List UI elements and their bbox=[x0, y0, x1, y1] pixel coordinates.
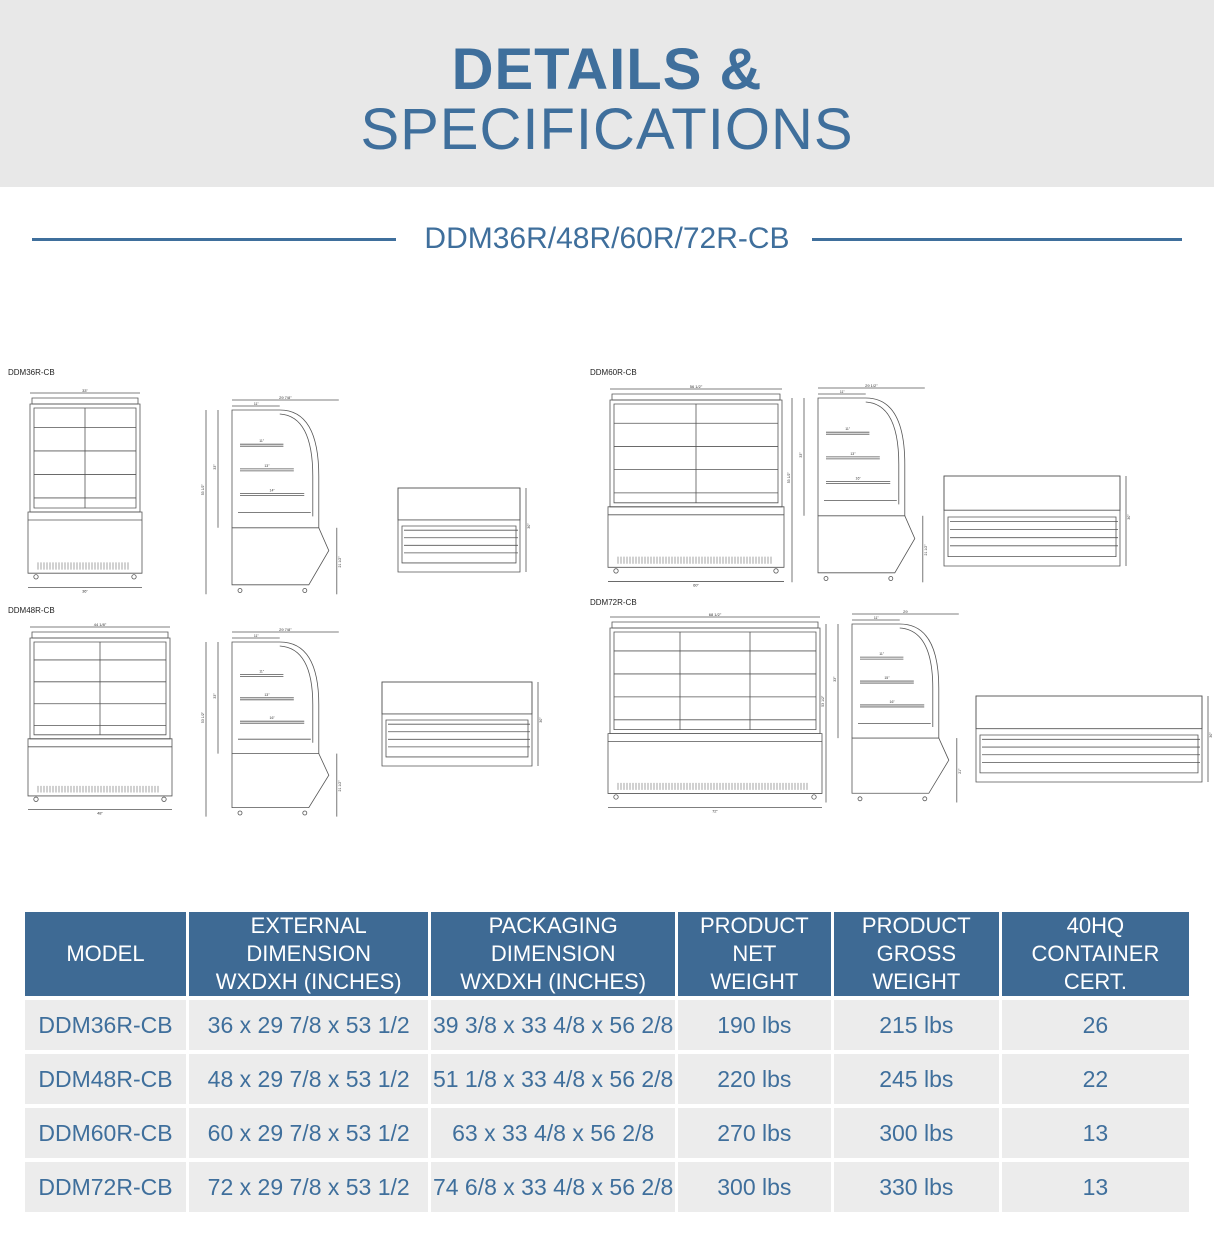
dimension-label: 60" bbox=[693, 582, 699, 588]
svg-text:30": 30" bbox=[1209, 732, 1213, 738]
column-header bbox=[189, 912, 428, 996]
table-cell: DDM60R-CB bbox=[25, 1108, 186, 1158]
dimension-label: 13" bbox=[264, 463, 270, 468]
svg-text:21": 21" bbox=[957, 768, 962, 774]
svg-text:33": 33" bbox=[833, 676, 837, 682]
table-cell: 245 lbs bbox=[834, 1054, 999, 1104]
svg-text:53 1/2": 53 1/2" bbox=[201, 712, 205, 724]
rear-view-60 bbox=[940, 472, 1130, 568]
column-header-line2: WXDXH (INCHES) bbox=[215, 969, 402, 994]
table-cell: 36 x 29 7/8 x 53 1/2 bbox=[189, 1000, 428, 1050]
svg-text:53 1/2": 53 1/2" bbox=[821, 695, 825, 707]
page-title-line1: DETAILS & bbox=[451, 37, 763, 102]
svg-text:53 1/2": 53 1/2" bbox=[787, 472, 791, 484]
dimension-label: 16" bbox=[889, 699, 895, 704]
dimension-label: 29 7/8" bbox=[279, 627, 292, 632]
dimension-label: 33" bbox=[82, 388, 88, 393]
table-cell: 13 bbox=[1002, 1162, 1189, 1212]
svg-text:21 1/2": 21 1/2" bbox=[337, 556, 342, 568]
column-header bbox=[834, 912, 999, 996]
svg-text:33": 33" bbox=[213, 693, 217, 699]
table-cell: 13 bbox=[1002, 1108, 1189, 1158]
technical-drawings bbox=[0, 360, 1214, 820]
table-cell: 300 lbs bbox=[678, 1162, 831, 1212]
column-header-line1: 40HQ bbox=[1066, 913, 1125, 938]
column-header-line1: PRODUCT bbox=[861, 913, 971, 938]
table-row bbox=[25, 1054, 1189, 1104]
front-view-48 bbox=[20, 622, 170, 816]
dimension-label: 44 1/8" bbox=[93, 622, 107, 627]
dimension-label: 36" bbox=[82, 588, 88, 594]
column-header-line2: CONTAINER CERT. bbox=[1031, 941, 1160, 994]
dimension-label: 13" bbox=[264, 692, 270, 697]
dimension-label: 68 1/2" bbox=[708, 612, 722, 617]
dimension-label: 11" bbox=[873, 616, 879, 620]
table-row bbox=[25, 1162, 1189, 1212]
svg-text:33": 33" bbox=[799, 452, 803, 458]
svg-text:30": 30" bbox=[539, 717, 543, 723]
table-cell: 39 3/8 x 33 4/8 x 56 2/8 bbox=[431, 1000, 674, 1050]
table-cell: 74 6/8 x 33 4/8 x 56 2/8 bbox=[431, 1162, 674, 1212]
table-cell: DDM48R-CB bbox=[25, 1054, 186, 1104]
dimension-label: 11" bbox=[259, 439, 265, 444]
table-cell: 190 lbs bbox=[678, 1000, 831, 1050]
rear-view-48 bbox=[378, 678, 543, 768]
table-cell: 51 1/8 x 33 4/8 x 56 2/8 bbox=[431, 1054, 674, 1104]
dimension-label: 16" bbox=[269, 716, 275, 721]
svg-text:21 1/2": 21 1/2" bbox=[923, 544, 928, 556]
column-header-line1: MODEL bbox=[66, 941, 145, 966]
column-header bbox=[678, 912, 831, 996]
column-header bbox=[25, 912, 186, 996]
spec-table bbox=[22, 908, 1192, 1216]
table-cell: 22 bbox=[1002, 1054, 1189, 1104]
side-view-60 bbox=[786, 384, 926, 584]
column-header bbox=[1002, 912, 1189, 996]
dimension-label: 13" bbox=[850, 451, 856, 456]
svg-text:53 1/2": 53 1/2" bbox=[201, 484, 205, 496]
svg-text:30": 30" bbox=[527, 523, 531, 529]
table-header-row bbox=[25, 912, 1189, 996]
table-cell: 72 x 29 7/8 x 53 1/2 bbox=[189, 1162, 428, 1212]
svg-text:21 1/2": 21 1/2" bbox=[337, 780, 342, 792]
table-cell: 48 x 29 7/8 x 53 1/2 bbox=[189, 1054, 428, 1104]
column-header bbox=[431, 912, 674, 996]
dimension-label: 15" bbox=[884, 676, 890, 681]
heading-rule-right bbox=[812, 238, 1182, 241]
svg-text:33": 33" bbox=[213, 464, 217, 470]
column-header-line1: EXTERNAL DIMENSION bbox=[246, 913, 372, 966]
side-view-72 bbox=[820, 610, 960, 800]
dimension-label: 14" bbox=[269, 488, 275, 493]
front-view-36 bbox=[20, 388, 150, 594]
svg-text:30": 30" bbox=[1127, 514, 1131, 520]
dimension-label: 11" bbox=[845, 427, 851, 432]
diagram-label-36: DDM36R-CB bbox=[8, 368, 55, 377]
diagram-label-60: DDM60R-CB bbox=[590, 368, 637, 377]
table-cell: 270 lbs bbox=[678, 1108, 831, 1158]
column-header-line2: GROSS WEIGHT bbox=[872, 941, 961, 994]
table-cell: 330 lbs bbox=[834, 1162, 999, 1212]
column-header-line1: PRODUCT NET bbox=[699, 913, 809, 966]
column-header-line2: WXDXH (INCHES) bbox=[460, 969, 647, 994]
dimension-label: 29 bbox=[903, 609, 908, 614]
dimension-label: 11" bbox=[253, 634, 259, 638]
table-cell: DDM36R-CB bbox=[25, 1000, 186, 1050]
dimension-label: 11" bbox=[879, 652, 885, 657]
column-header-line1: PACKAGING DIMENSION bbox=[488, 913, 618, 966]
front-view-72 bbox=[600, 612, 820, 814]
table-cell: 300 lbs bbox=[834, 1108, 999, 1158]
dimension-label: 11" bbox=[259, 669, 265, 674]
table-cell: DDM72R-CB bbox=[25, 1162, 186, 1212]
heading-rule-left bbox=[32, 238, 396, 241]
rear-view-36 bbox=[394, 484, 534, 574]
column-header-line2: WEIGHT bbox=[710, 969, 799, 994]
table-cell: 215 lbs bbox=[834, 1000, 999, 1050]
dimension-label: 29 7/8" bbox=[279, 395, 292, 400]
dimension-label: 72" bbox=[712, 808, 718, 814]
page-title-line2: SPECIFICATIONS bbox=[360, 97, 854, 162]
table-row bbox=[25, 1000, 1189, 1050]
table-row bbox=[25, 1108, 1189, 1158]
dimension-label: 16" bbox=[855, 476, 861, 481]
side-view-36 bbox=[200, 396, 340, 586]
rear-view-72 bbox=[972, 692, 1213, 784]
dimension-label: 48" bbox=[97, 810, 103, 816]
dimension-label: 56 1/2" bbox=[689, 384, 703, 389]
dimension-label: 11" bbox=[253, 402, 259, 406]
dimension-label: 11" bbox=[839, 390, 845, 394]
table-cell: 220 lbs bbox=[678, 1054, 831, 1104]
front-view-60 bbox=[600, 384, 780, 588]
side-view-48 bbox=[200, 628, 340, 818]
table-body bbox=[25, 1000, 1189, 1212]
table-cell: 26 bbox=[1002, 1000, 1189, 1050]
dimension-label: 29 1/2" bbox=[865, 383, 878, 388]
table-cell: 63 x 33 4/8 x 56 2/8 bbox=[431, 1108, 674, 1158]
diagram-label-48: DDM48R-CB bbox=[8, 606, 55, 615]
header-banner bbox=[0, 0, 1214, 187]
diagram-label-72: DDM72R-CB bbox=[590, 598, 637, 607]
model-heading: DDM36R/48R/60R/72R-CB bbox=[424, 222, 790, 255]
table-cell: 60 x 29 7/8 x 53 1/2 bbox=[189, 1108, 428, 1158]
